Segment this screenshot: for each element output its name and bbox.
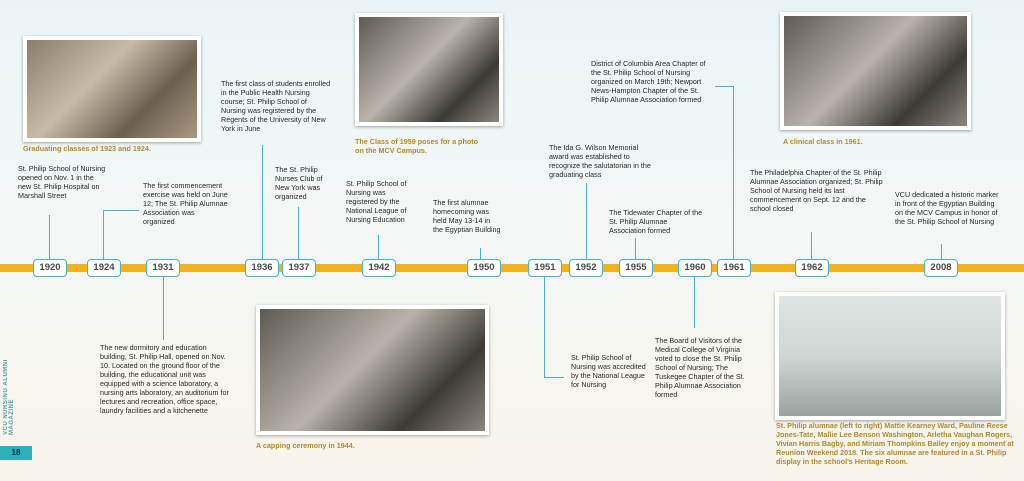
connector-1960 (694, 276, 695, 328)
event-1955: The Tidewater Chapter of the St. Philip Alumnae Association formed (609, 208, 703, 235)
event-1920: St. Philip School of Nursing opened on Nov. 1 in the new St. Philip Hospital on Marshall Street (18, 164, 106, 200)
caption-1959: The Class of 1959 poses for a photo on the MCV Campus. (355, 137, 479, 155)
connector-1920 (49, 215, 50, 259)
photo-capping-1944-image (260, 309, 485, 431)
year-marker-1920: 1920 (33, 259, 67, 277)
photo-capping-1944 (256, 305, 489, 435)
year-marker-1960: 1960 (678, 259, 712, 277)
event-1942: St. Philip School of Nursing was registered by the National League of Nursing Education (346, 179, 407, 224)
caption-1961: A clinical class in 1961. (783, 137, 863, 146)
event-1961: District of Columbia Area Chapter of the St. Philip School of Nursing organized on March 19th; Newport News-Hampton Chapter of the St. Philip Alumnae Association formed (591, 59, 706, 104)
connector-1950 (480, 248, 481, 259)
year-marker-1931: 1931 (146, 259, 180, 277)
connector-1955 (635, 238, 636, 259)
connector-1961-h (715, 86, 733, 87)
year-marker-1936: 1936 (245, 259, 279, 277)
connector-1951-h (544, 377, 564, 378)
caption-1923: Graduating classes of 1923 and 1924. (23, 144, 151, 153)
event-1951: St. Philip School of Nursing was accredited by the National League for Nursing (571, 353, 646, 389)
event-1936: The first class of students enrolled in the Public Health Nursing course; St. Philip School of Nursing was registered by the Regents of the University of New York in June (221, 79, 331, 133)
photo-clinical-1961 (780, 12, 971, 130)
year-marker-1937: 1937 (282, 259, 316, 277)
connector-1942 (378, 235, 379, 259)
event-1937: The St. Philip Nurses Club of New York was organized (275, 165, 323, 201)
photo-alumnae-2018 (775, 292, 1005, 420)
caption-1944: A capping ceremony in 1944. (256, 441, 355, 450)
year-marker-1942: 1942 (362, 259, 396, 277)
year-marker-1924: 1924 (87, 259, 121, 277)
year-marker-1950: 1950 (467, 259, 501, 277)
connector-1961 (733, 86, 734, 259)
photo-class-1959 (355, 13, 503, 126)
photo-clinical-1961-image (784, 16, 967, 126)
connector-1951 (544, 276, 545, 378)
page-number: 18 (0, 446, 32, 460)
magazine-sidebar-label: VCU NURSING ALUMNI MAGAZINE (3, 359, 15, 435)
photo-graduating-1923 (23, 36, 201, 142)
year-marker-1951: 1951 (528, 259, 562, 277)
event-1952: The Ida G. Wilson Memorial award was established to recognize the salutatorian in the graduating class (549, 143, 651, 179)
event-1931: The new dormitory and education building, St. Philip Hall, opened on Nov. 10. Located on the ground floor of the building, the educational unit was equipped with a science laboratory, a nursing arts laboratory, an auditorium for lectures and recreation, office space, laundry facilities and a kitchenette (100, 343, 229, 415)
year-marker-1962: 1962 (795, 259, 829, 277)
connector-1962 (811, 232, 812, 259)
connector-1924-h (103, 210, 139, 211)
year-marker-1952: 1952 (569, 259, 603, 277)
photo-class-1959-image (359, 17, 499, 122)
event-2008: VCU dedicated a historic marker in front of the Egyptian Building on the MCV Campus in honor of the St. Philip School of Nursing (895, 190, 999, 226)
connector-1924 (103, 210, 104, 259)
event-1962: The Philadelphia Chapter of the St. Philip Alumnae Association organized; St. Philip School of Nursing held its last commencement on Sept. 12 and the school closed (750, 168, 883, 213)
connector-1952 (586, 183, 587, 259)
year-marker-1955: 1955 (619, 259, 653, 277)
caption-2018: St. Philip alumnae (left to right) Mattie Kearney Ward, Pauline Reese Jones-Tate, Mallie Lee Benson Washington, Arletha Vaughan Rogers, Vivian Harris Bagby, and Miriam Thompkins Bailey enjoy a moment at Reunion Weekend 2018. The six alumnae are featured in a St. Philip display in the school's Heritage Room. (776, 421, 1014, 466)
year-marker-1961: 1961 (717, 259, 751, 277)
event-1950: The first alumnae homecoming was held May 13-14 in the Egyptian Building (433, 198, 501, 234)
photo-graduating-1923-image (27, 40, 197, 138)
event-1924: The first commencement exercise was held on June 12; The St. Philip Alumnae Association was organized (143, 181, 228, 226)
connector-2008 (941, 244, 942, 259)
connector-1937 (298, 207, 299, 259)
photo-alumnae-2018-image (779, 296, 1001, 416)
connector-1936 (262, 145, 263, 259)
connector-1931 (163, 276, 164, 340)
event-1960: The Board of Visitors of the Medical College of Virginia voted to close the St. Philip School of Nursing; The Tuskegee Chapter of the St. Philip Alumnae Association formed (655, 336, 745, 399)
year-marker-2008: 2008 (924, 259, 958, 277)
